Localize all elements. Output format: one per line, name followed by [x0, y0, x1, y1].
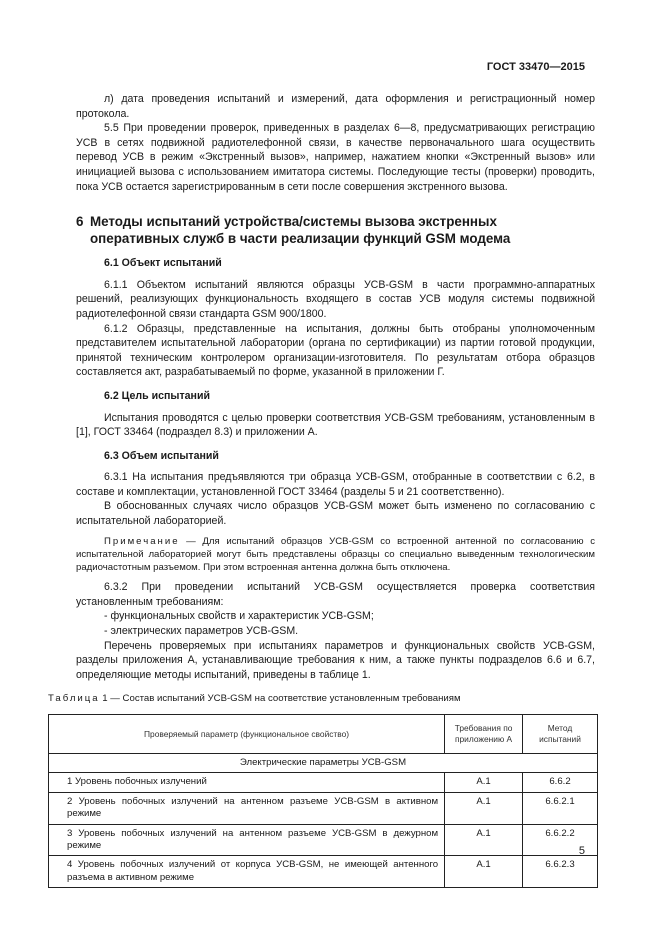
- paragraph-6-3-1: 6.3.1 На испытания предъявляются три образца УСВ-GSM, отобранные в соответствии с 6.2, в составе и комплектации, установленной ГОСТ 33464 (разделы 5 и 21 соответственно).: [76, 471, 595, 498]
- paragraph-item-l: л) дата проведения испытаний и измерений, дата оформления и регистрационный номер протокола.: [76, 93, 595, 120]
- cell-method: 6.6.2.2: [523, 824, 598, 856]
- table-group-row: [49, 754, 598, 773]
- paragraph-6-2: Испытания проводятся с целью проверки соответствия УСВ-GSM требованиям, установленным в [1], ГОСТ 33464 (подраздел 8.3) и приложении А.: [76, 411, 595, 439]
- body-text: [48, 92, 595, 888]
- note-text: — Для испытаний образцов УСВ-GSM со встроенной антенной по согласованию с испытательной лабораторией могут быть представлены образцы со специально выведенным технологическим радиочастотным разъемом. При этом встроенная антенна должна быть отключена.: [76, 535, 595, 574]
- paragraph-6-3-2-b: Перечень проверяемых при испытаниях параметров и функциональных свойств УСВ-GSM, разделы приложения А, устанавливающие требования к ним, а также пункты подразделов 6.6 и 6.7, определяющие методы испытаний, приведены в таблице 1.: [76, 639, 595, 681]
- group-label: Электрические параметры УСВ-GSM: [49, 754, 598, 773]
- table-header-row: [49, 715, 598, 754]
- cell-method: 6.6.2.3: [523, 856, 598, 888]
- paragraph-6-3-1-b: В обоснованных случаях число образцов УСВ-GSM может быть изменено по согласованию с испытательной лабораторией.: [76, 500, 595, 528]
- subsection-6-3-heading: 6.3 Объем испытаний: [104, 449, 219, 462]
- list-item-2: - электрических параметров УСВ-GSM.: [104, 625, 299, 638]
- cell-requirement: А.1: [445, 856, 523, 888]
- section-6-heading: [76, 213, 595, 247]
- table-row: [49, 824, 598, 856]
- section-6-title-line2: оперативных служб в части реализации функций GSM модема: [90, 231, 511, 247]
- list-item-1: - функциональных свойств и характеристик УСВ-GSM;: [104, 610, 374, 623]
- cell-requirement: А.1: [445, 773, 523, 792]
- cell-parameter: 2 Уровень побочных излучений на антенном разъеме УСВ-GSM в активном режиме: [49, 792, 445, 824]
- cell-requirement: А.1: [445, 792, 523, 824]
- cell-method: 6.6.2: [523, 773, 598, 792]
- note-label: Примечание: [104, 535, 180, 547]
- table-row: [49, 773, 598, 792]
- cell-parameter: 1 Уровень побочных излучений: [49, 773, 445, 792]
- cell-method: 6.6.2.1: [523, 792, 598, 824]
- note: [76, 535, 595, 575]
- paragraph-6-3-2: 6.3.2 При проведении испытаний УСВ-GSM осуществляется проверка соответствия установленным требованиям:: [76, 581, 595, 608]
- subsection-6-1-heading: 6.1 Объект испытаний: [104, 257, 222, 270]
- table-caption: [48, 692, 595, 707]
- table-row: [49, 792, 598, 824]
- table-row: [49, 856, 598, 888]
- cell-parameter: 3 Уровень побочных излучений на антенном разъеме УСВ-GSM в дежурном режиме: [49, 824, 445, 856]
- col-header-method: Метод испытаний: [523, 715, 598, 754]
- table-1: [48, 714, 598, 888]
- paragraph-6-1-1: 6.1.1 Объектом испытаний являются образцы УСВ-GSM в части программно-аппаратных решений, реализующих функциональность входящего в состав УСВ модуля системы подвижной радиотелефонной связи стандарта GSM 900/1800.: [76, 278, 595, 320]
- paragraph-5-5: 5.5 При проведении проверок, приведенных в разделах 6—8, предусматривающих регистрацию УСВ в сетях подвижной радиотелефонной связи, в качестве первоначального шага осуществить перевод УСВ в режим «Экстренный вызов», например, нажатием кнопки «Экстренный вызов» или инициацией вызова с использованием имитатора системы. Последующие тесты (проверки) проводить, пока УСВ остается зарегистрированным в сети после совершения экстренного вызова.: [76, 122, 595, 193]
- cell-parameter: 4 Уровень побочных излучений от корпуса УСВ-GSM, не имеющей антенного разъема в активном режиме: [49, 856, 445, 888]
- col-header-parameter: Проверяемый параметр (функциональное свойство): [49, 715, 445, 754]
- page-number: 5: [578, 845, 585, 857]
- section-6-title-line1: Методы испытаний устройства/системы вызова экстренных: [90, 214, 497, 230]
- paragraph-6-1-2: 6.1.2 Образцы, представленные на испытания, должны быть отобраны уполномоченным представителем испытательной лаборатории (органа по сертификации) из партии готовой продукции, принятой техническим контролером организации-изготовителя. По результатам отбора образцов составляется акт, разрабатываемый по форме, указанной в приложении Г.: [76, 322, 595, 379]
- section-6-number: 6: [76, 214, 84, 230]
- col-header-requirements: Требования по приложению А: [445, 715, 523, 754]
- subsection-6-2-heading: 6.2 Цель испытаний: [104, 389, 210, 402]
- cell-requirement: А.1: [445, 824, 523, 856]
- table-caption-text: 1 — Состав испытаний УСВ-GSM на соответствие установленным требованиям: [99, 693, 461, 705]
- table-caption-label: Таблица: [48, 693, 100, 705]
- document-code: ГОСТ 33470—2015: [486, 61, 585, 73]
